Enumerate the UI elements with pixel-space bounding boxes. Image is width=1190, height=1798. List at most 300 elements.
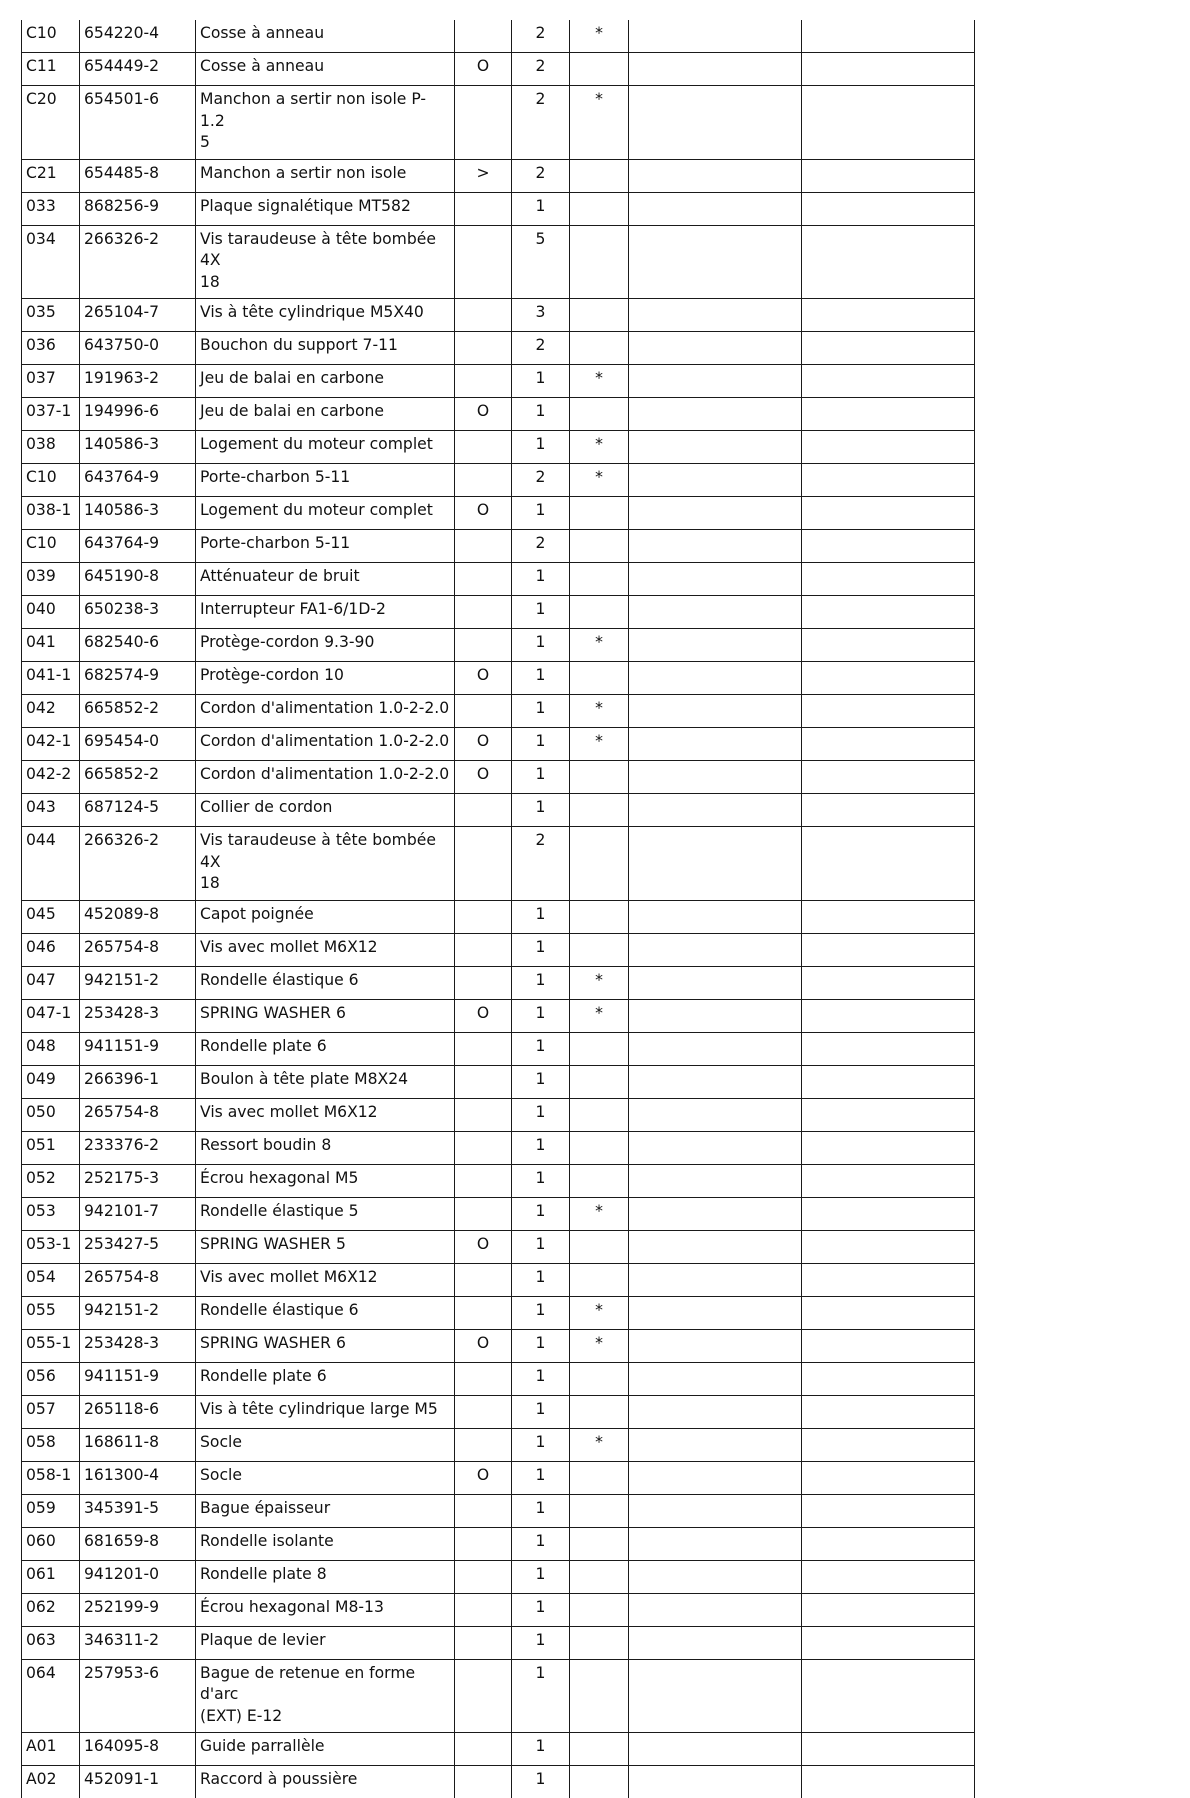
table-row — [22, 86, 975, 160]
item-number-cell: 042-1 — [22, 728, 80, 761]
part-number-cell: 665852-2 — [80, 761, 196, 794]
table-row — [22, 1494, 975, 1527]
blank-cell-1 — [629, 1659, 802, 1733]
blank-cell-2 — [802, 1329, 975, 1362]
part-number-cell: 345391-5 — [80, 1494, 196, 1527]
note-cell — [570, 398, 629, 431]
description-cell: Plaque de levier — [196, 1626, 455, 1659]
blank-cell-2 — [802, 1230, 975, 1263]
description-cell: Protège-cordon 9.3-90 — [196, 629, 455, 662]
quantity-cell: 1 — [512, 1197, 570, 1230]
part-number-cell: 695454-0 — [80, 728, 196, 761]
note-cell: * — [570, 365, 629, 398]
note-cell — [570, 1560, 629, 1593]
table-row — [22, 225, 975, 299]
note-cell — [570, 1461, 629, 1494]
part-number-cell: 654501-6 — [80, 86, 196, 160]
description-cell: Bouchon du support 7-11 — [196, 332, 455, 365]
item-number-cell: 055 — [22, 1296, 80, 1329]
item-number-cell: C10 — [22, 20, 80, 53]
blank-cell-2 — [802, 999, 975, 1032]
part-number-cell: 643764-9 — [80, 464, 196, 497]
table-row — [22, 497, 975, 530]
blank-cell-1 — [629, 695, 802, 728]
blank-cell-2 — [802, 1560, 975, 1593]
blank-cell-2 — [802, 695, 975, 728]
table-row — [22, 192, 975, 225]
blank-cell-2 — [802, 728, 975, 761]
description-cell: Rondelle plate 6 — [196, 1032, 455, 1065]
note-cell — [570, 332, 629, 365]
description-cell: Cosse à anneau — [196, 20, 455, 53]
quantity-cell: 1 — [512, 497, 570, 530]
table-row — [22, 1626, 975, 1659]
quantity-cell: 3 — [512, 299, 570, 332]
item-number-cell: C10 — [22, 464, 80, 497]
mark-cell — [455, 1164, 512, 1197]
mark-cell — [455, 563, 512, 596]
item-number-cell: 037 — [22, 365, 80, 398]
blank-cell-2 — [802, 629, 975, 662]
description-cell: Rondelle élastique 6 — [196, 966, 455, 999]
blank-cell-2 — [802, 1296, 975, 1329]
blank-cell-2 — [802, 53, 975, 86]
quantity-cell: 1 — [512, 1131, 570, 1164]
table-row — [22, 662, 975, 695]
table-row — [22, 1395, 975, 1428]
mark-cell — [455, 1494, 512, 1527]
quantity-cell: 1 — [512, 1733, 570, 1766]
blank-cell-1 — [629, 86, 802, 160]
part-number-cell: 164095-8 — [80, 1733, 196, 1766]
table-row — [22, 1230, 975, 1263]
description-cell: Boulon à tête plate M8X24 — [196, 1065, 455, 1098]
table-row — [22, 530, 975, 563]
blank-cell-1 — [629, 225, 802, 299]
mark-cell — [455, 1296, 512, 1329]
blank-cell-2 — [802, 900, 975, 933]
part-number-cell: 643764-9 — [80, 530, 196, 563]
item-number-cell: C11 — [22, 53, 80, 86]
quantity-cell: 1 — [512, 1766, 570, 1798]
mark-cell — [455, 1263, 512, 1296]
blank-cell-2 — [802, 1065, 975, 1098]
part-number-cell: 194996-6 — [80, 398, 196, 431]
table-row — [22, 1362, 975, 1395]
table-row — [22, 1593, 975, 1626]
item-number-cell: 063 — [22, 1626, 80, 1659]
note-cell: * — [570, 20, 629, 53]
mark-cell — [455, 827, 512, 901]
mark-cell — [455, 1428, 512, 1461]
part-number-cell: 687124-5 — [80, 794, 196, 827]
note-cell: * — [570, 695, 629, 728]
description-cell: Vis à tête cylindrique M5X40 — [196, 299, 455, 332]
mark-cell — [455, 530, 512, 563]
blank-cell-2 — [802, 1428, 975, 1461]
blank-cell-2 — [802, 1461, 975, 1494]
item-number-cell: 033 — [22, 192, 80, 225]
item-number-cell: 058-1 — [22, 1461, 80, 1494]
item-number-cell: 061 — [22, 1560, 80, 1593]
item-number-cell: 053-1 — [22, 1230, 80, 1263]
note-cell — [570, 497, 629, 530]
quantity-cell: 2 — [512, 20, 570, 53]
mark-cell: O — [455, 999, 512, 1032]
mark-cell — [455, 1065, 512, 1098]
description-cell: SPRING WASHER 6 — [196, 1329, 455, 1362]
mark-cell — [455, 1197, 512, 1230]
blank-cell-1 — [629, 1263, 802, 1296]
part-number-cell: 233376-2 — [80, 1131, 196, 1164]
item-number-cell: 047-1 — [22, 999, 80, 1032]
quantity-cell: 5 — [512, 225, 570, 299]
blank-cell-1 — [629, 53, 802, 86]
blank-cell-1 — [629, 999, 802, 1032]
item-number-cell: 042-2 — [22, 761, 80, 794]
table-row — [22, 1766, 975, 1798]
part-number-cell: 266326-2 — [80, 225, 196, 299]
description-cell: Cosse à anneau — [196, 53, 455, 86]
quantity-cell: 2 — [512, 530, 570, 563]
item-number-cell: 052 — [22, 1164, 80, 1197]
blank-cell-1 — [629, 530, 802, 563]
blank-cell-2 — [802, 332, 975, 365]
blank-cell-2 — [802, 794, 975, 827]
description-cell: Manchon a sertir non isole P-1.2 5 — [196, 86, 455, 160]
quantity-cell: 1 — [512, 1593, 570, 1626]
blank-cell-2 — [802, 1131, 975, 1164]
quantity-cell: 1 — [512, 1560, 570, 1593]
blank-cell-1 — [629, 596, 802, 629]
blank-cell-1 — [629, 299, 802, 332]
note-cell: * — [570, 629, 629, 662]
description-cell: Jeu de balai en carbone — [196, 365, 455, 398]
note-cell: * — [570, 999, 629, 1032]
note-cell — [570, 1527, 629, 1560]
part-number-cell: 650238-3 — [80, 596, 196, 629]
note-cell — [570, 563, 629, 596]
note-cell — [570, 1626, 629, 1659]
blank-cell-1 — [629, 1362, 802, 1395]
mark-cell — [455, 1098, 512, 1131]
note-cell — [570, 225, 629, 299]
table-row — [22, 728, 975, 761]
table-row — [22, 1098, 975, 1131]
item-number-cell: A01 — [22, 1733, 80, 1766]
part-number-cell: 654485-8 — [80, 159, 196, 192]
quantity-cell: 1 — [512, 1395, 570, 1428]
mark-cell: > — [455, 159, 512, 192]
parts-table-body — [22, 20, 975, 1798]
blank-cell-1 — [629, 1461, 802, 1494]
quantity-cell: 1 — [512, 1494, 570, 1527]
quantity-cell: 1 — [512, 695, 570, 728]
part-number-cell: 253428-3 — [80, 1329, 196, 1362]
blank-cell-2 — [802, 464, 975, 497]
part-number-cell: 346311-2 — [80, 1626, 196, 1659]
mark-cell: O — [455, 1230, 512, 1263]
blank-cell-2 — [802, 1593, 975, 1626]
note-cell: * — [570, 1329, 629, 1362]
mark-cell — [455, 1733, 512, 1766]
blank-cell-1 — [629, 1197, 802, 1230]
mark-cell — [455, 1032, 512, 1065]
table-row — [22, 596, 975, 629]
note-cell: * — [570, 1428, 629, 1461]
part-number-cell: 682574-9 — [80, 662, 196, 695]
blank-cell-2 — [802, 1032, 975, 1065]
item-number-cell: 035 — [22, 299, 80, 332]
blank-cell-1 — [629, 1494, 802, 1527]
mark-cell: O — [455, 497, 512, 530]
quantity-cell: 1 — [512, 794, 570, 827]
item-number-cell: 055-1 — [22, 1329, 80, 1362]
blank-cell-1 — [629, 1296, 802, 1329]
table-row — [22, 999, 975, 1032]
note-cell: * — [570, 1197, 629, 1230]
mark-cell: O — [455, 398, 512, 431]
table-row — [22, 1659, 975, 1733]
blank-cell-2 — [802, 20, 975, 53]
part-number-cell: 452089-8 — [80, 900, 196, 933]
quantity-cell: 1 — [512, 1527, 570, 1560]
mark-cell — [455, 794, 512, 827]
description-cell: SPRING WASHER 5 — [196, 1230, 455, 1263]
description-cell: Socle — [196, 1428, 455, 1461]
description-cell: Manchon a sertir non isole — [196, 159, 455, 192]
mark-cell — [455, 431, 512, 464]
item-number-cell: 038 — [22, 431, 80, 464]
description-cell: SPRING WASHER 6 — [196, 999, 455, 1032]
table-row — [22, 794, 975, 827]
description-cell: Écrou hexagonal M5 — [196, 1164, 455, 1197]
table-row — [22, 761, 975, 794]
part-number-cell: 654220-4 — [80, 20, 196, 53]
note-cell — [570, 192, 629, 225]
part-number-cell: 265754-8 — [80, 1098, 196, 1131]
part-number-cell: 645190-8 — [80, 563, 196, 596]
quantity-cell: 1 — [512, 1626, 570, 1659]
part-number-cell: 941151-9 — [80, 1032, 196, 1065]
quantity-cell: 1 — [512, 999, 570, 1032]
table-row — [22, 1263, 975, 1296]
item-number-cell: 045 — [22, 900, 80, 933]
quantity-cell: 1 — [512, 1164, 570, 1197]
blank-cell-1 — [629, 1230, 802, 1263]
blank-cell-1 — [629, 1766, 802, 1798]
quantity-cell: 2 — [512, 827, 570, 901]
table-row — [22, 900, 975, 933]
description-cell: Ressort boudin 8 — [196, 1131, 455, 1164]
blank-cell-2 — [802, 563, 975, 596]
description-cell: Rondelle élastique 6 — [196, 1296, 455, 1329]
quantity-cell: 1 — [512, 1230, 570, 1263]
table-row — [22, 1461, 975, 1494]
note-cell — [570, 1494, 629, 1527]
table-row — [22, 827, 975, 901]
note-cell: * — [570, 966, 629, 999]
part-number-cell: 654449-2 — [80, 53, 196, 86]
quantity-cell: 1 — [512, 1428, 570, 1461]
note-cell — [570, 1659, 629, 1733]
item-number-cell: C10 — [22, 530, 80, 563]
table-row — [22, 1065, 975, 1098]
item-number-cell: 060 — [22, 1527, 80, 1560]
part-number-cell: 265754-8 — [80, 933, 196, 966]
item-number-cell: 049 — [22, 1065, 80, 1098]
parts-table — [21, 20, 975, 1798]
description-cell: Rondelle plate 6 — [196, 1362, 455, 1395]
blank-cell-2 — [802, 1362, 975, 1395]
description-cell: Cordon d'alimentation 1.0-2-2.0 — [196, 728, 455, 761]
description-cell: Interrupteur FA1-6/1D-2 — [196, 596, 455, 629]
quantity-cell: 1 — [512, 431, 570, 464]
blank-cell-1 — [629, 794, 802, 827]
item-number-cell: 062 — [22, 1593, 80, 1626]
part-number-cell: 643750-0 — [80, 332, 196, 365]
note-cell — [570, 1032, 629, 1065]
mark-cell — [455, 1659, 512, 1733]
quantity-cell: 1 — [512, 398, 570, 431]
mark-cell — [455, 464, 512, 497]
part-number-cell: 942101-7 — [80, 1197, 196, 1230]
mark-cell — [455, 1362, 512, 1395]
description-cell: Rondelle isolante — [196, 1527, 455, 1560]
quantity-cell: 2 — [512, 53, 570, 86]
note-cell — [570, 662, 629, 695]
description-cell: Raccord à poussière — [196, 1766, 455, 1798]
part-number-cell: 252175-3 — [80, 1164, 196, 1197]
description-cell: Collier de cordon — [196, 794, 455, 827]
item-number-cell: 043 — [22, 794, 80, 827]
quantity-cell: 1 — [512, 1065, 570, 1098]
part-number-cell: 682540-6 — [80, 629, 196, 662]
table-row — [22, 398, 975, 431]
blank-cell-2 — [802, 530, 975, 563]
blank-cell-2 — [802, 933, 975, 966]
quantity-cell: 1 — [512, 629, 570, 662]
description-cell: Vis avec mollet M6X12 — [196, 1263, 455, 1296]
blank-cell-2 — [802, 159, 975, 192]
description-cell: Cordon d'alimentation 1.0-2-2.0 — [196, 761, 455, 794]
description-cell: Protège-cordon 10 — [196, 662, 455, 695]
blank-cell-1 — [629, 1098, 802, 1131]
quantity-cell: 2 — [512, 86, 570, 160]
description-cell: Capot poignée — [196, 900, 455, 933]
item-number-cell: 040 — [22, 596, 80, 629]
quantity-cell: 1 — [512, 1296, 570, 1329]
blank-cell-2 — [802, 1197, 975, 1230]
part-number-cell: 942151-2 — [80, 966, 196, 999]
mark-cell: O — [455, 662, 512, 695]
table-row — [22, 1560, 975, 1593]
item-number-cell: 056 — [22, 1362, 80, 1395]
quantity-cell: 1 — [512, 761, 570, 794]
blank-cell-1 — [629, 1428, 802, 1461]
part-number-cell: 868256-9 — [80, 192, 196, 225]
part-number-cell: 252199-9 — [80, 1593, 196, 1626]
description-cell: Logement du moteur complet — [196, 497, 455, 530]
item-number-cell: 053 — [22, 1197, 80, 1230]
blank-cell-1 — [629, 497, 802, 530]
part-number-cell: 265118-6 — [80, 1395, 196, 1428]
mark-cell — [455, 225, 512, 299]
blank-cell-1 — [629, 159, 802, 192]
part-number-cell: 168611-8 — [80, 1428, 196, 1461]
description-cell: Porte-charbon 5-11 — [196, 530, 455, 563]
note-cell — [570, 1593, 629, 1626]
item-number-cell: 048 — [22, 1032, 80, 1065]
blank-cell-1 — [629, 933, 802, 966]
part-number-cell: 253428-3 — [80, 999, 196, 1032]
note-cell — [570, 1766, 629, 1798]
note-cell — [570, 53, 629, 86]
mark-cell — [455, 86, 512, 160]
item-number-cell: 042 — [22, 695, 80, 728]
note-cell — [570, 530, 629, 563]
blank-cell-1 — [629, 398, 802, 431]
quantity-cell: 1 — [512, 1659, 570, 1733]
note-cell — [570, 299, 629, 332]
part-number-cell: 266326-2 — [80, 827, 196, 901]
note-cell — [570, 1395, 629, 1428]
blank-cell-2 — [802, 1098, 975, 1131]
blank-cell-1 — [629, 464, 802, 497]
description-cell: Porte-charbon 5-11 — [196, 464, 455, 497]
note-cell: * — [570, 464, 629, 497]
description-cell: Vis avec mollet M6X12 — [196, 1098, 455, 1131]
part-number-cell: 265104-7 — [80, 299, 196, 332]
note-cell — [570, 933, 629, 966]
mark-cell — [455, 1560, 512, 1593]
blank-cell-2 — [802, 1626, 975, 1659]
blank-cell-1 — [629, 1131, 802, 1164]
blank-cell-2 — [802, 299, 975, 332]
table-row — [22, 966, 975, 999]
note-cell — [570, 1164, 629, 1197]
mark-cell — [455, 933, 512, 966]
part-number-cell: 941151-9 — [80, 1362, 196, 1395]
blank-cell-1 — [629, 827, 802, 901]
quantity-cell: 1 — [512, 966, 570, 999]
mark-cell: O — [455, 1461, 512, 1494]
quantity-cell: 1 — [512, 1329, 570, 1362]
item-number-cell: 058 — [22, 1428, 80, 1461]
mark-cell — [455, 1395, 512, 1428]
note-cell: * — [570, 728, 629, 761]
note-cell — [570, 596, 629, 629]
blank-cell-1 — [629, 1626, 802, 1659]
note-cell — [570, 1733, 629, 1766]
item-number-cell: 034 — [22, 225, 80, 299]
item-number-cell: 041 — [22, 629, 80, 662]
description-cell: Rondelle élastique 5 — [196, 1197, 455, 1230]
note-cell — [570, 1362, 629, 1395]
blank-cell-1 — [629, 728, 802, 761]
description-cell: Vis avec mollet M6X12 — [196, 933, 455, 966]
table-row — [22, 1296, 975, 1329]
blank-cell-1 — [629, 1032, 802, 1065]
blank-cell-1 — [629, 1593, 802, 1626]
quantity-cell: 1 — [512, 563, 570, 596]
blank-cell-1 — [629, 662, 802, 695]
mark-cell — [455, 1527, 512, 1560]
table-row — [22, 53, 975, 86]
mark-cell — [455, 1766, 512, 1798]
part-number-cell: 253427-5 — [80, 1230, 196, 1263]
blank-cell-1 — [629, 1527, 802, 1560]
